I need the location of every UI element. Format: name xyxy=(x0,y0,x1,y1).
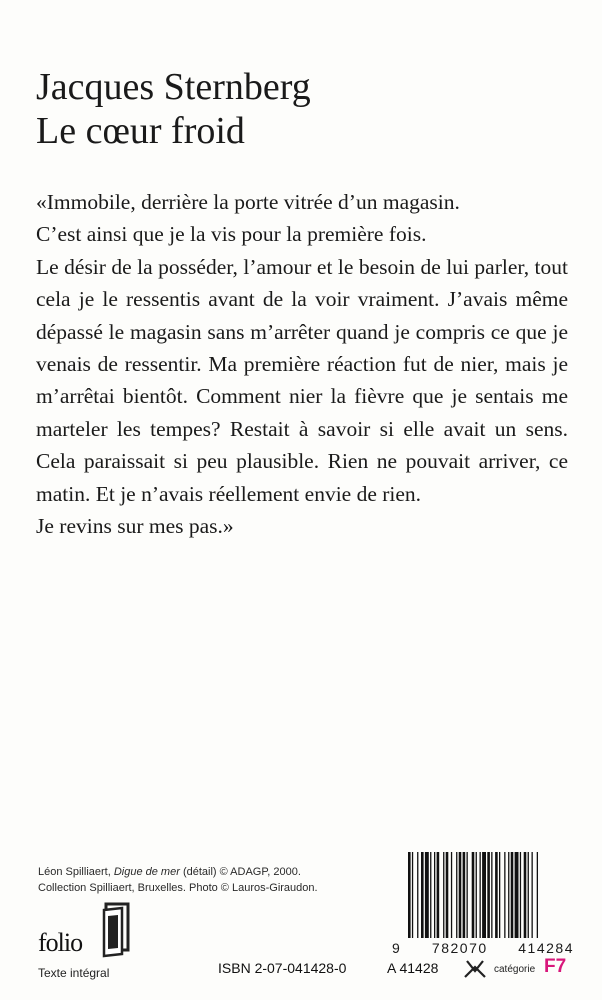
blurb-paragraph: C’est ainsi que je la vis pour la première fois. xyxy=(36,222,427,247)
credit-line-2: Collection Spilliaert, Bruxelles. Photo © Lauros-Giraudon. xyxy=(38,882,318,894)
barcode-group-2: 414284 xyxy=(518,940,574,956)
credit-painter: Léon Spilliaert, xyxy=(38,866,111,878)
barcode-group-1: 782070 xyxy=(431,940,488,956)
category-glyph-icon xyxy=(463,957,487,979)
edition-label: Texte intégral xyxy=(38,966,110,980)
credit-work-title: Digue de mer xyxy=(113,866,180,878)
blurb-paragraph: Le désir de la posséder, l’amour et le besoin de lui parler, tout cela je le ressentis avant de la voir vraiment. J’avais même dépassé le magasin sans m’arrêter quand je compris ce que je venais de ressentir. Ma première réaction fut de nier, mais je m’arrêtai bientôt. Comment nier la fièvre que je sentais me marteler les tempes? Restait à savoir si elle avait un sens. Cela paraissait si peu plausible. Rien ne pouvait arriver, ce matin. Et je n’avais réellement envie de rien. xyxy=(36,254,568,506)
book-title: Le cœur froid xyxy=(36,110,245,152)
barcode xyxy=(408,852,570,938)
publisher-logo-word: folio xyxy=(38,928,83,957)
blurb-paragraph: «Immobile, derrière la porte vitrée d’un magasin. xyxy=(36,190,460,214)
book-author: Jacques Sternberg xyxy=(36,66,311,108)
credit-rights: (détail) © ADAGP, 2000. xyxy=(182,866,301,878)
reference-code: A 41428 xyxy=(387,960,439,976)
isbn-number: ISBN 2-07-041428-0 xyxy=(218,960,347,976)
credit-line-1 xyxy=(38,864,378,880)
category-code: F7 xyxy=(544,956,567,977)
blurb-paragraph: Je revins sur mes pas.» xyxy=(36,514,234,539)
back-cover-blurb xyxy=(36,186,568,542)
barcode-lead-digit: 9 xyxy=(392,940,402,956)
image-credits xyxy=(38,864,378,896)
category-label: catégorie xyxy=(494,964,536,975)
barcode-digits xyxy=(392,940,574,956)
